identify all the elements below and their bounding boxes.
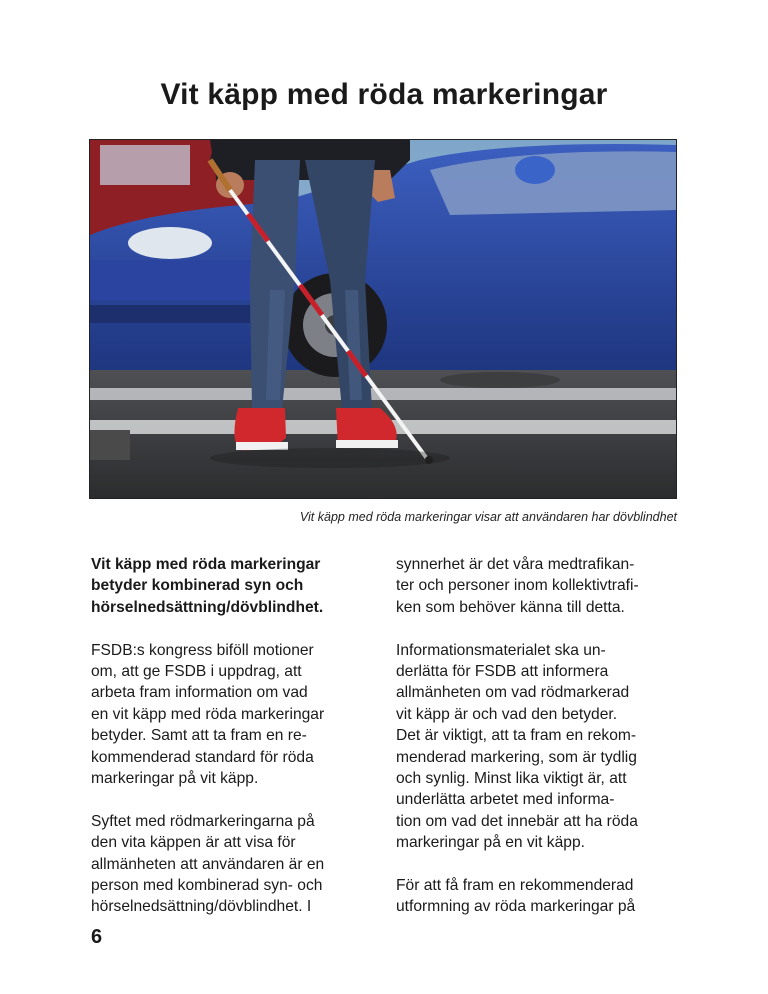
page-title: Vit käpp med röda markeringar (160, 78, 608, 111)
right-column (396, 554, 676, 939)
photo (89, 139, 677, 499)
photo-caption: Vit käpp med röda markeringar visar att användaren har dövblindhet (299, 510, 677, 524)
body-paragraph: För att få fram en rekommenderad utformning av röda markeringar på (396, 877, 636, 916)
body-paragraph: Syftet med rödmarkeringarna på den vita käppen är att visa för allmänheten att användaren är en person med kombinerad syn- och hörselnedsättning/dövblindhet. I (91, 812, 325, 916)
body-paragraph: FSDB:s kongress biföll motioner om, att ge FSDB i uppdrag, att arbeta fram information om vad en vit käpp med röda markeringar betyder. Samt att ta fram en re- kommenderad standard för röda markeringar på vit käpp. (91, 641, 325, 788)
page-number: 6 (91, 926, 103, 948)
body-paragraph: synnerhet är det våra medtrafikan- ter och personer inom kollektivtrafi- ken som behöver känna till detta. (396, 556, 639, 616)
left-column (91, 554, 371, 939)
body-paragraph: Informationsmaterialet ska un- derlätta för FSDB att informera allmänheten om vad rödmarkerad vit käpp är och vad den betyder. Det är viktigt, att ta fram en rekom- menderad markering, som är tydlig och synlig. Minst lika viktigt är, att underlätta arbetet med informa- tion om vad det innebär att ha röda markeringar på en vit käpp. (396, 641, 638, 852)
photo-illustration (90, 140, 677, 499)
lead-paragraph: Vit käpp med röda markeringar betyder kombinerad syn och hörselnedsättning/dövblindhet. (91, 556, 324, 616)
